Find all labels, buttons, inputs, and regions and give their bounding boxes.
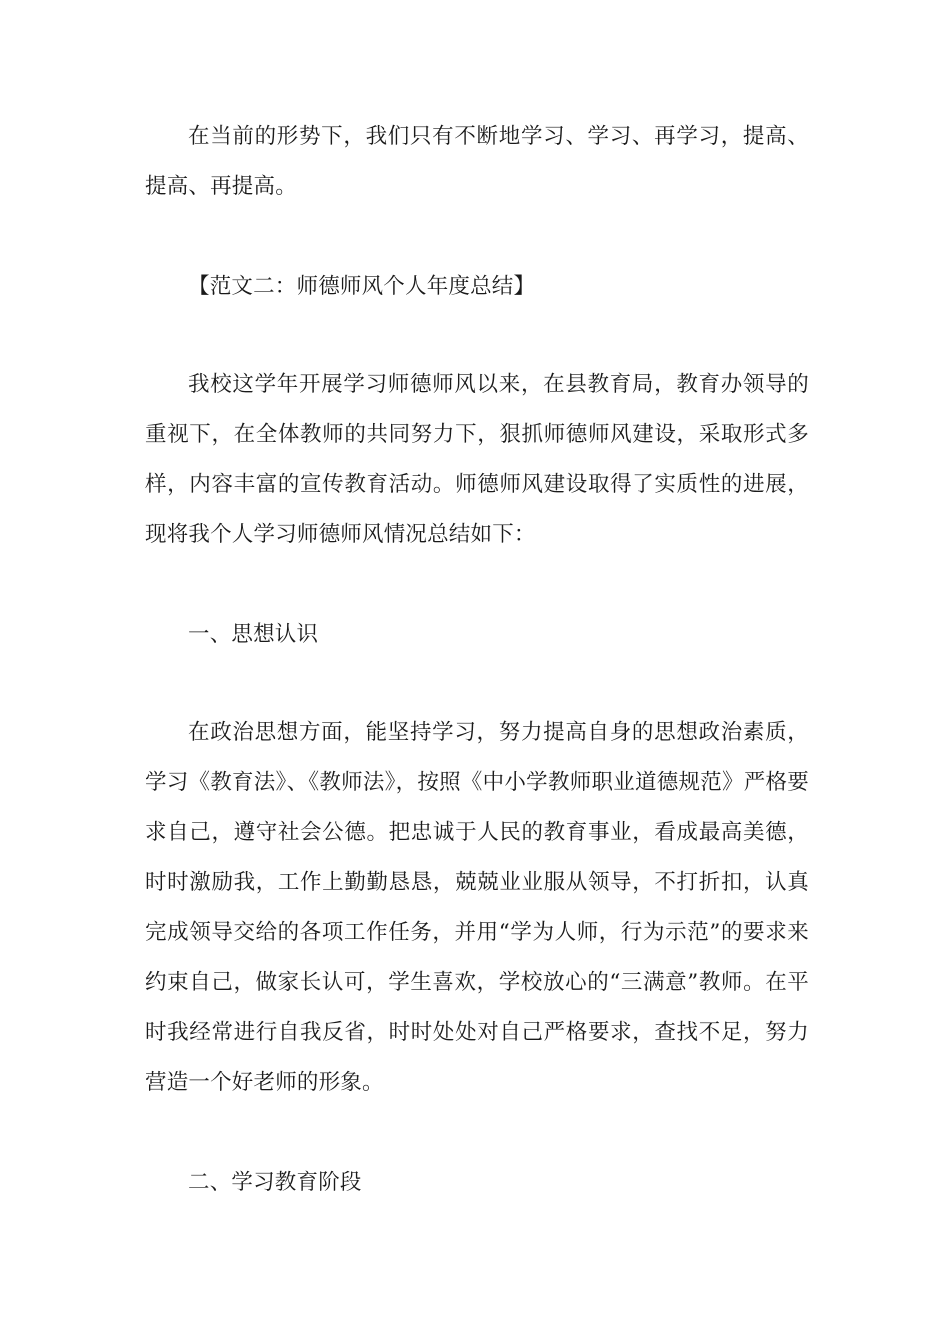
heading-study-education-stage: 二、学习教育阶段 [188, 1170, 362, 1195]
section-title-sample-two: 【范文二：师德师风个人年度总结】 [188, 274, 536, 299]
paragraph-intro: 在当前的形势下，我们只有不断地学习、学习、再学习，提高、提高、再提高。 [145, 124, 809, 199]
heading-ideological-understanding: 一、思想认识 [188, 622, 319, 647]
paragraph-overview: 我校这学年开展学习师德师风以来，在县教育局，教育办领导的重视下，在全体教师的共同努力下，狠抓师德师风建设，采取形式多样，内容丰富的宣传教育活动。师德师风建设取得了实质性的进展，现将我个人学习师德师风情况总结如下： [145, 372, 809, 547]
paragraph-ideology-details: 在政治思想方面，能坚持学习，努力提高自身的思想政治素质，学习《教育法》、《教师法》，按照《中小学教师职业道德规范》严格要求自己，遵守社会公德。把忠诚于人民的教育事业，看成最高美德，时时激励我，工作上勤勤恳恳，兢兢业业服从领导，不打折扣，认真完成领导交给的各项工作任务，并用“学为人师，行为示范”的要求来约束自己，做家长认可，学生喜欢，学校放心的“三满意”教师。在平时我经常进行自我反省，时时处处对自己严格要求，查找不足，努力营造一个好老师的形象。 [145, 720, 809, 1095]
